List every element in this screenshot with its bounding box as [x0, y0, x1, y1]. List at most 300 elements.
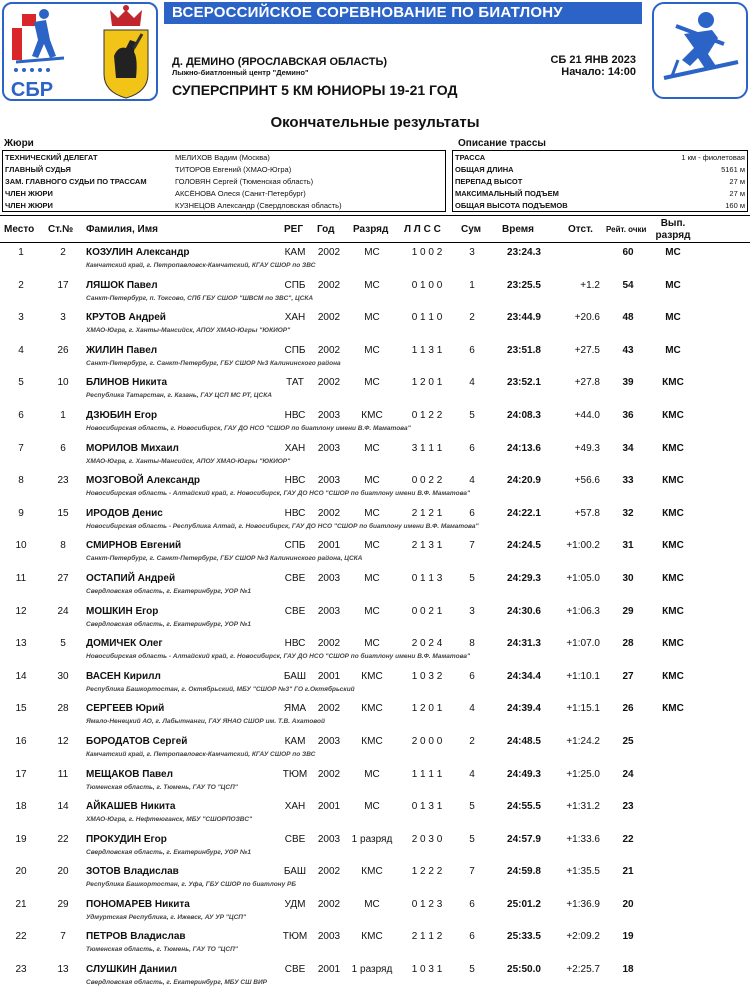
cell-qual: КМС — [662, 442, 684, 454]
cell-time: 23:44.9 — [507, 312, 541, 324]
cell-behind: +1:35.5 — [566, 866, 600, 878]
cell-time: 24:48.5 — [507, 735, 541, 747]
athlete-affiliation: Санкт-Петербург, г. Санкт-Петербург, ГБУ СШОР №3 Калининского района, ЦСКА — [86, 555, 363, 563]
jury-member: ГОЛОВЯН Сергей (Тюменская область) — [175, 177, 314, 186]
jury-heading: Жюри — [4, 138, 34, 149]
cell-sum: 1 — [469, 279, 475, 291]
col-qualification: Вып. разряд — [655, 218, 691, 241]
jury-member: ТИТОРОВ Евгений (ХМАО-Югра) — [175, 165, 292, 174]
cell-time: 24:31.3 — [507, 638, 541, 650]
cell-name: КОЗУЛИН Александр — [86, 247, 190, 258]
cell-time: 23:24.3 — [507, 247, 541, 258]
cell-sum: 2 — [469, 735, 475, 747]
table-row — [0, 766, 750, 799]
cell-points: 22 — [622, 833, 634, 845]
cell-year: 2002 — [317, 507, 341, 519]
cell-place: 13 — [15, 638, 27, 650]
cell-year: 2003 — [317, 605, 341, 617]
cell-points: 20 — [622, 898, 634, 910]
cell-qual: КМС — [662, 703, 684, 715]
cell-rank: МС — [364, 768, 380, 780]
cell-sum: 5 — [469, 409, 475, 421]
cell-time: 23:52.1 — [507, 377, 541, 389]
cell-bib: 15 — [57, 507, 69, 519]
cell-place: 3 — [18, 312, 24, 324]
cell-place: 8 — [18, 475, 24, 487]
race-date: СБ 21 ЯНВ 2023 — [550, 54, 636, 66]
cell-time: 24:34.4 — [507, 670, 541, 682]
cell-bib: 30 — [57, 670, 69, 682]
athlete-affiliation: Свердловская область, г. Екатеринбург, МБУ СШ ВИР — [86, 979, 267, 987]
cell-name: БОРОДАТОВ Сергей — [86, 735, 188, 747]
cell-points: 54 — [622, 279, 634, 291]
jury-box — [2, 150, 446, 212]
cell-points: 29 — [622, 605, 634, 617]
jury-role: ТЕХНИЧЕСКИЙ ДЕЛЕГАТ — [5, 153, 98, 162]
cell-sum: 5 — [469, 833, 475, 845]
cell-year: 2001 — [317, 964, 341, 976]
cell-bib: 3 — [60, 312, 66, 324]
athlete-affiliation: ХМАО-Югра, г. Ханты-Мансийск, АПОУ ХМАО-Югры "ЮКИОР" — [86, 457, 291, 465]
athlete-affiliation: Республика Башкортостан, г. Октябрьский, МБУ "СШОР №3" ГО г.Октябрьский — [86, 685, 355, 693]
cell-qual: МС — [665, 312, 681, 324]
table-row — [0, 537, 750, 570]
cell-sum: 8 — [469, 638, 475, 650]
cell-shoot: 1 1 3 1 — [411, 344, 443, 356]
venue-sub: Лыжно-биатлонный центр "Демино" — [172, 68, 309, 77]
jury-row — [5, 188, 443, 200]
cell-behind: +1:07.0 — [566, 638, 600, 650]
cell-behind: +1:25.0 — [566, 768, 600, 780]
cell-bib: 29 — [57, 898, 69, 910]
cell-reg: СПБ — [284, 540, 306, 552]
track-row — [455, 164, 745, 176]
cell-bib: 1 — [60, 409, 66, 421]
cell-sum: 3 — [469, 247, 475, 258]
cell-shoot: 2 0 3 0 — [411, 833, 443, 845]
cell-name: МОШКИН Егор — [86, 605, 159, 617]
table-row — [0, 309, 750, 342]
track-row — [455, 152, 745, 164]
cell-sum: 7 — [469, 540, 475, 552]
cell-bib: 26 — [57, 344, 69, 356]
cell-behind: +49.3 — [574, 442, 600, 454]
cell-sum: 6 — [469, 898, 475, 910]
cell-points: 33 — [622, 475, 634, 487]
cell-time: 23:51.8 — [507, 344, 541, 356]
cell-shoot: 1 0 3 1 — [411, 964, 443, 976]
cell-rank: МС — [364, 507, 380, 519]
cell-place: 15 — [15, 703, 27, 715]
cell-shoot: 0 1 0 0 — [411, 279, 443, 291]
cell-reg: КАМ — [284, 247, 306, 258]
track-row — [455, 200, 745, 212]
table-row — [0, 472, 750, 505]
cell-place: 9 — [18, 507, 24, 519]
start-time: Начало: 14:00 — [561, 66, 636, 78]
cell-reg: СВЕ — [284, 605, 306, 617]
col-shooting: Л Л С С — [404, 224, 441, 235]
cell-sum: 6 — [469, 507, 475, 519]
cell-shoot: 2 1 3 1 — [411, 540, 443, 552]
cell-reg: НВС — [284, 507, 306, 519]
cell-shoot: 1 2 2 2 — [411, 866, 443, 878]
cell-bib: 11 — [57, 768, 69, 780]
cell-bib: 6 — [60, 442, 66, 454]
cell-name: КРУТОВ Андрей — [86, 312, 166, 324]
results-table-header — [0, 215, 750, 243]
cell-name: ПЕТРОВ Владислав — [86, 931, 186, 943]
cell-reg: ХАН — [284, 442, 306, 454]
race-title: СУПЕРСПРИНТ 5 КМ ЮНИОРЫ 19-21 ГОД — [172, 82, 458, 98]
athlete-affiliation: Свердловская область, г. Екатеринбург, УОР №1 — [86, 587, 251, 595]
cell-year: 2002 — [317, 898, 341, 910]
cell-reg: СВЕ — [284, 964, 306, 976]
cell-points: 28 — [622, 638, 634, 650]
cell-bib: 5 — [60, 638, 66, 650]
col-time: Время — [502, 224, 534, 235]
cell-year: 2003 — [317, 572, 341, 584]
cell-year: 2002 — [317, 866, 341, 878]
athlete-affiliation: Республика Башкортостан, г. Уфа, ГБУ СШОР по биатлону РБ — [86, 881, 296, 889]
cell-behind: +1:10.1 — [566, 670, 600, 682]
cell-name: ЖИЛИН Павел — [86, 344, 158, 356]
cell-qual: КМС — [662, 670, 684, 682]
athlete-affiliation: Санкт-Петербург, п. Токсово, СПб ГБУ СШОР "ШВСМ по ЗВС", ЦСКА — [86, 294, 314, 302]
cell-name: ЛЯШОК Павел — [86, 279, 158, 291]
table-row — [0, 244, 750, 277]
cell-bib: 14 — [57, 801, 69, 813]
cell-year: 2002 — [317, 247, 341, 258]
table-row — [0, 407, 750, 440]
athlete-affiliation: Камчатский край, г. Петропавловск-Камчатский, КГАУ СШОР по ЗВС — [86, 262, 316, 269]
table-row — [0, 668, 750, 701]
cell-name: ДОМИЧЕК Олег — [86, 638, 163, 650]
track-value: 160 м — [725, 201, 745, 210]
cell-points: 48 — [622, 312, 634, 324]
cell-qual: КМС — [662, 540, 684, 552]
sbr-logo-text: СБР — [10, 79, 54, 101]
table-row — [0, 831, 750, 864]
table-row — [0, 700, 750, 733]
jury-member: МЕЛИХОВ Вадим (Москва) — [175, 153, 270, 162]
athlete-affiliation: Ямало-Ненецкий АО, г. Лабытнанги, ГАУ ЯНАО СШОР им. Т.В. Ахатовой — [86, 718, 325, 726]
cell-rank: КМС — [361, 866, 383, 878]
cell-sum: 6 — [469, 344, 475, 356]
cell-points: 31 — [622, 540, 634, 552]
col-sum: Сум — [461, 224, 482, 235]
cell-time: 25:01.2 — [507, 898, 541, 910]
cell-qual: КМС — [662, 572, 684, 584]
cell-place: 5 — [18, 377, 24, 389]
federation-logos — [2, 2, 158, 101]
cell-name: ПРОКУДИН Егор — [86, 833, 167, 845]
cell-bib: 7 — [60, 931, 66, 943]
col-rank: Разряд — [353, 224, 389, 235]
cell-reg: ЯМА — [283, 703, 307, 715]
cell-rank: МС — [364, 442, 380, 454]
cell-name: БЛИНОВ Никита — [86, 377, 168, 389]
cell-reg: НВС — [284, 409, 306, 421]
cell-year: 2001 — [317, 540, 341, 552]
table-row — [0, 342, 750, 375]
col-points: Рейт. очки — [606, 225, 647, 234]
cell-name: ИРОДОВ Денис — [86, 507, 163, 519]
cell-place: 17 — [15, 768, 27, 780]
cell-reg: ХАН — [284, 312, 306, 324]
cell-shoot: 2 1 1 2 — [411, 931, 443, 943]
cell-year: 2003 — [317, 442, 341, 454]
cell-bib: 13 — [57, 964, 69, 976]
cell-place: 14 — [15, 670, 27, 682]
cell-year: 2003 — [317, 735, 341, 747]
cell-shoot: 0 1 1 0 — [411, 312, 443, 324]
cell-time: 24:20.9 — [507, 475, 541, 487]
cell-place: 7 — [18, 442, 24, 454]
cell-rank: МС — [364, 475, 380, 487]
cell-reg: СВЕ — [284, 572, 306, 584]
cell-qual: МС — [665, 279, 681, 291]
cell-shoot: 0 0 2 2 — [411, 475, 443, 487]
venue: Д. ДЕМИНО (ЯРОСЛАВСКАЯ ОБЛАСТЬ) — [172, 56, 388, 68]
table-row — [0, 896, 750, 929]
col-place: Место — [4, 224, 35, 235]
cell-behind: +1:06.3 — [566, 605, 600, 617]
table-row — [0, 863, 750, 896]
cell-reg: БАШ — [283, 670, 307, 682]
cell-behind: +57.8 — [574, 507, 600, 519]
cell-behind: +1:33.6 — [566, 833, 600, 845]
cell-reg: ТЮМ — [282, 931, 308, 943]
cell-reg: КАМ — [284, 735, 306, 747]
cell-name: МЕЩАКОВ Павел — [86, 768, 173, 780]
cell-rank: КМС — [361, 409, 383, 421]
cell-behind: +1:31.2 — [566, 801, 600, 813]
athlete-affiliation: Свердловская область, г. Екатеринбург, УОР №1 — [86, 848, 251, 856]
athlete-affiliation: Санкт-Петербург, г. Санкт-Петербург, ГБУ СШОР №3 Калининского района — [86, 359, 341, 367]
cell-sum: 4 — [469, 703, 475, 715]
biathlete-icon — [654, 4, 746, 97]
cell-points: 18 — [622, 964, 634, 976]
athlete-affiliation: Новосибирская область - Республика Алтай, г. Новосибирск, ГАУ ДО НСО "СШОР по биатлону имени В.Ф. Маматова" — [86, 522, 479, 530]
cell-name: МОРИЛОВ Михаил — [86, 442, 179, 454]
cell-time: 24:39.4 — [507, 703, 541, 715]
cell-points: 27 — [622, 670, 634, 682]
cell-place: 18 — [15, 801, 27, 813]
cell-reg: НВС — [284, 638, 306, 650]
cell-rank: КМС — [361, 931, 383, 943]
cell-bib: 24 — [57, 605, 69, 617]
cell-bib: 27 — [57, 572, 69, 584]
cell-rank: МС — [364, 312, 380, 324]
cell-place: 4 — [18, 344, 24, 356]
cell-reg: ТАТ — [286, 377, 304, 389]
cell-qual: МС — [665, 344, 681, 356]
cell-bib: 2 — [60, 247, 66, 258]
cell-time: 24:30.6 — [507, 605, 541, 617]
cell-shoot: 3 1 1 1 — [411, 442, 443, 454]
cell-behind: +1:24.2 — [566, 735, 600, 747]
cell-name: ОСТАПИЙ Андрей — [86, 572, 176, 584]
track-label: МАКСИМАЛЬНЫЙ ПОДЪЕМ — [455, 189, 559, 198]
cell-year: 2002 — [317, 377, 341, 389]
cell-place: 19 — [15, 833, 27, 845]
cell-bib: 28 — [57, 703, 69, 715]
cell-behind: +20.6 — [574, 312, 600, 324]
cell-year: 2002 — [317, 768, 341, 780]
cell-sum: 7 — [469, 866, 475, 878]
athlete-affiliation: Тюменская область, г. Тюмень, ГАУ ТО "ЦСП" — [86, 946, 238, 954]
cell-qual: КМС — [662, 377, 684, 389]
cell-rank: МС — [364, 279, 380, 291]
cell-behind: +2:09.2 — [566, 931, 600, 943]
jury-row — [5, 152, 443, 164]
cell-rank: КМС — [361, 735, 383, 747]
cell-rank: МС — [364, 247, 380, 258]
cell-reg: СПБ — [284, 344, 306, 356]
cell-bib: 17 — [57, 279, 69, 291]
cell-time: 24:08.3 — [507, 409, 541, 421]
jury-row — [5, 176, 443, 188]
cell-bib: 12 — [57, 735, 69, 747]
cell-sum: 2 — [469, 312, 475, 324]
cell-year: 2002 — [317, 703, 341, 715]
cell-rank: МС — [364, 605, 380, 617]
cell-year: 2001 — [317, 801, 341, 813]
cell-bib: 10 — [57, 377, 69, 389]
cell-points: 36 — [622, 409, 634, 421]
cell-shoot: 1 2 0 1 — [411, 703, 443, 715]
cell-behind: +2:25.7 — [566, 964, 600, 976]
sbr-logo-icon — [4, 4, 158, 101]
jury-member: КУЗНЕЦОВ Александр (Свердловская область) — [175, 201, 342, 210]
cell-shoot: 1 1 1 1 — [411, 768, 443, 780]
cell-behind: +1:00.2 — [566, 540, 600, 552]
cell-rank: МС — [364, 638, 380, 650]
cell-shoot: 1 0 0 2 — [411, 247, 443, 258]
cell-time: 24:29.3 — [507, 572, 541, 584]
cell-shoot: 1 0 3 2 — [411, 670, 443, 682]
cell-shoot: 0 1 2 2 — [411, 409, 443, 421]
cell-bib: 20 — [57, 866, 69, 878]
cell-bib: 8 — [60, 540, 66, 552]
cell-time: 24:55.5 — [507, 801, 541, 813]
table-row — [0, 277, 750, 310]
track-value: 5161 м — [721, 165, 745, 174]
cell-rank: МС — [364, 801, 380, 813]
cell-time: 24:24.5 — [507, 540, 541, 552]
cell-name: СЕРГЕЕВ Юрий — [86, 703, 165, 715]
cell-place: 1 — [18, 247, 24, 258]
cell-qual: КМС — [662, 638, 684, 650]
cell-time: 24:59.8 — [507, 866, 541, 878]
cell-name: СМИРНОВ Евгений — [86, 540, 182, 552]
jury-row — [5, 164, 443, 176]
cell-place: 20 — [15, 866, 27, 878]
athlete-affiliation: Свердловская область, г. Екатеринбург, УОР №1 — [86, 620, 251, 628]
cell-time: 24:57.9 — [507, 833, 541, 845]
athlete-affiliation: Новосибирская область - Алтайский край, г. Новосибирск, ГАУ ДО НСО "СШОР по биатлону имени В.Ф. Маматова" — [86, 653, 471, 661]
track-row — [455, 176, 745, 188]
cell-time: 24:49.3 — [507, 768, 541, 780]
athlete-affiliation: Камчатский край, г. Петропавловск-Камчатский, КГАУ СШОР по ЗВС — [86, 750, 316, 758]
cell-shoot: 2 1 2 1 — [411, 507, 443, 519]
cell-place: 23 — [15, 964, 27, 976]
cell-name: АЙКАШЕВ Никита — [86, 801, 176, 813]
cell-points: 30 — [622, 572, 634, 584]
cell-behind: +44.0 — [574, 409, 600, 421]
cell-points: 19 — [622, 931, 634, 943]
cell-qual: КМС — [662, 605, 684, 617]
cell-reg: НВС — [284, 475, 306, 487]
cell-name: МОЗГОВОЙ Александр — [86, 475, 201, 487]
table-row — [0, 505, 750, 538]
cell-place: 21 — [15, 898, 27, 910]
cell-bib: 23 — [57, 475, 69, 487]
biathlon-pictogram — [652, 2, 748, 99]
cell-time: 25:50.0 — [507, 964, 541, 976]
track-value: 1 км - фиолетовая — [681, 153, 745, 162]
cell-qual: МС — [665, 247, 681, 258]
track-value: 27 м — [729, 177, 745, 186]
cell-shoot: 0 0 2 1 — [411, 605, 443, 617]
col-reg: РЕГ — [284, 224, 304, 235]
cell-name: ДЗЮБИН Егор — [86, 409, 158, 421]
cell-sum: 5 — [469, 572, 475, 584]
table-row — [0, 570, 750, 603]
cell-year: 2003 — [317, 931, 341, 943]
track-heading: Описание трассы — [458, 138, 546, 149]
cell-points: 25 — [622, 735, 634, 747]
cell-behind: +1:05.0 — [566, 572, 600, 584]
cell-reg: СВЕ — [284, 833, 306, 845]
jury-role: ЧЛЕН ЖЮРИ — [5, 189, 53, 198]
cell-points: 23 — [622, 801, 634, 813]
col-year: Год — [317, 224, 335, 235]
jury-member: АКСЁНОВА Олеся (Санкт-Петербург) — [175, 189, 306, 198]
cell-reg: ХАН — [284, 801, 306, 813]
results-table — [0, 244, 750, 994]
cell-shoot: 2 0 2 4 — [411, 638, 443, 650]
cell-points: 26 — [622, 703, 634, 715]
cell-name: СЛУШКИН Даниил — [86, 964, 177, 976]
cell-sum: 4 — [469, 377, 475, 389]
track-box — [452, 150, 748, 212]
cell-behind: +1.2 — [580, 279, 600, 291]
cell-reg: СПБ — [284, 279, 306, 291]
athlete-affiliation: Тюменская область, г. Тюмень, ГАУ ТО "ЦСП" — [86, 783, 238, 791]
track-label: ОБЩАЯ ДЛИНА — [455, 165, 514, 174]
cell-points: 39 — [622, 377, 634, 389]
cell-sum: 5 — [469, 801, 475, 813]
cell-shoot: 0 1 2 3 — [411, 898, 443, 910]
athlete-affiliation: Новосибирская область, г. Новосибирск, ГАУ ДО НСО "СШОР по биатлону имени В.Ф. Маматова" — [86, 424, 411, 432]
cell-sum: 3 — [469, 605, 475, 617]
cell-rank: 1 разряд — [351, 964, 393, 976]
table-row — [0, 798, 750, 831]
cell-sum: 4 — [469, 768, 475, 780]
cell-year: 2003 — [317, 409, 341, 421]
cell-year: 2002 — [317, 312, 341, 324]
cell-time: 23:25.5 — [507, 279, 541, 291]
cell-sum: 6 — [469, 931, 475, 943]
cell-shoot: 0 1 3 1 — [411, 801, 443, 813]
athlete-affiliation: ХМАО-Югра, г. Ханты-Мансийск, АПОУ ХМАО-Югры "ЮКИОР" — [86, 327, 291, 335]
cell-place: 11 — [15, 572, 27, 584]
cell-rank: МС — [364, 898, 380, 910]
cell-reg: БАШ — [283, 866, 307, 878]
table-row — [0, 374, 750, 407]
